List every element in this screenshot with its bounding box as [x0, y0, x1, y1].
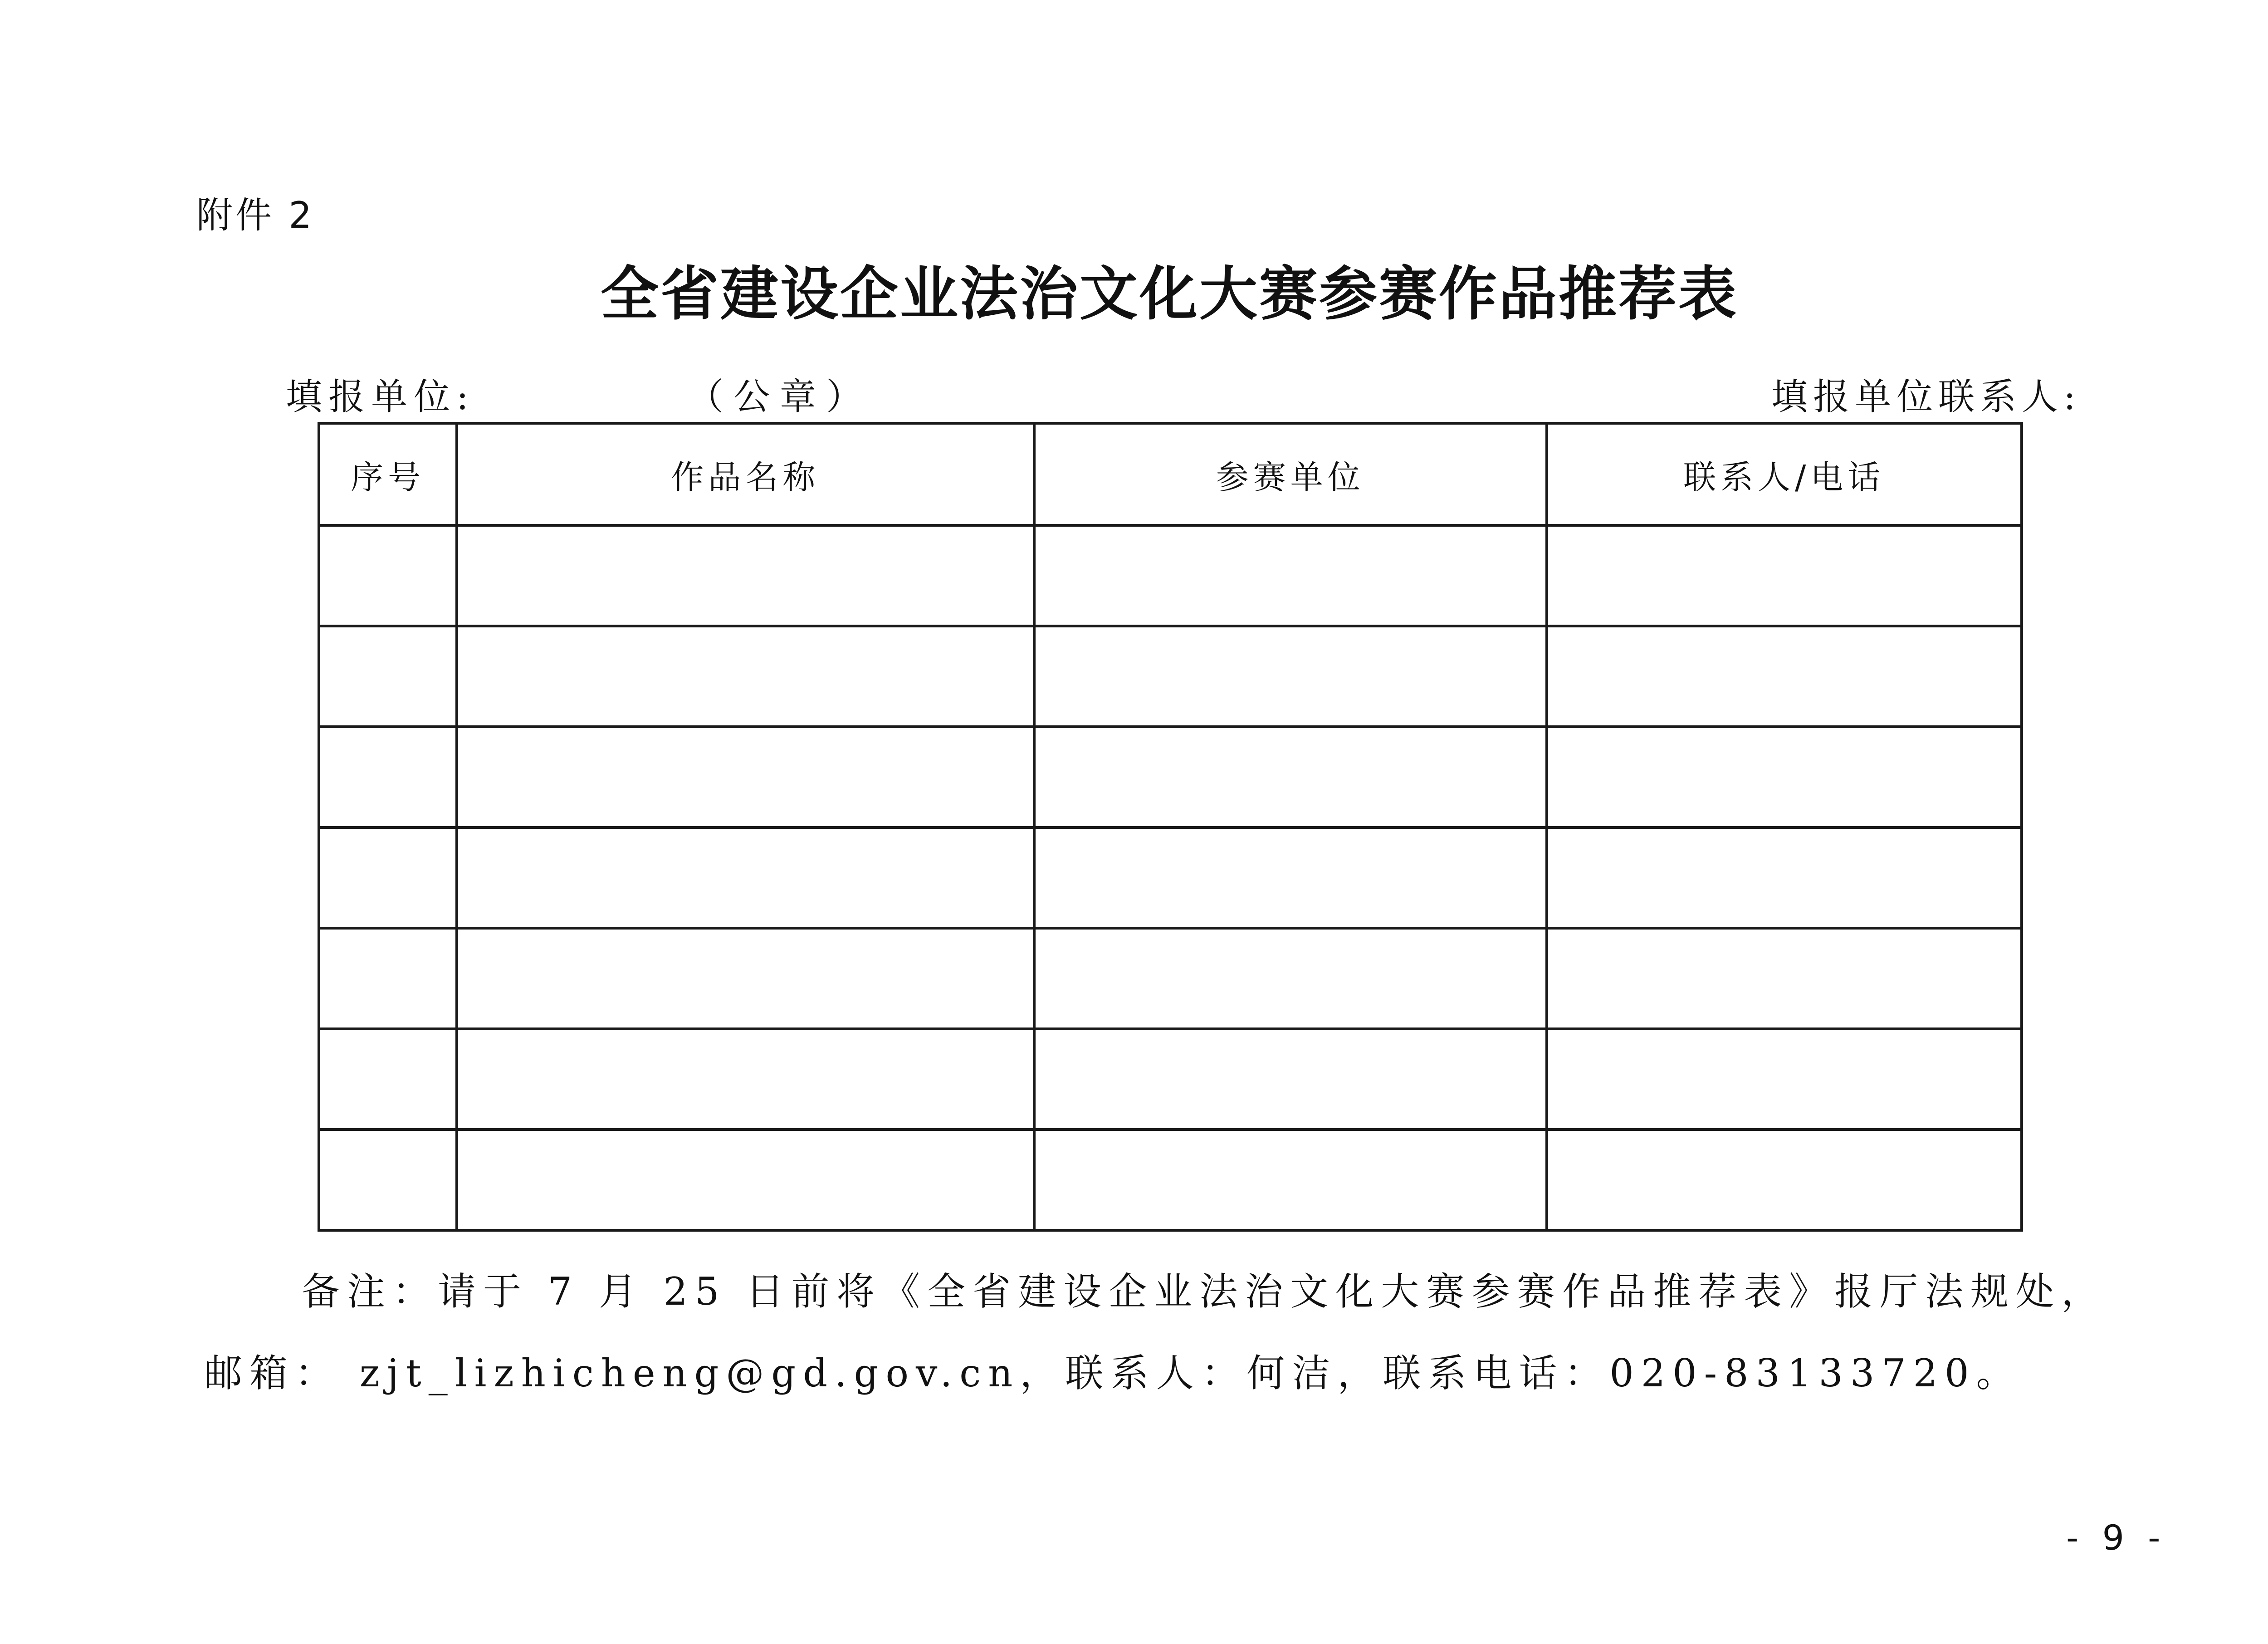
attachment-label: 附件 2: [196, 194, 315, 236]
table-cell[interactable]: [1034, 1029, 1547, 1130]
page-number: - 9 -: [2066, 1517, 2167, 1558]
table-row: [319, 827, 2022, 928]
column-header-contact-phone: 联系人/电话: [1547, 423, 2022, 525]
table-cell[interactable]: [319, 727, 457, 827]
table-row: [319, 1029, 2022, 1130]
fill-contact-label: 填报单位联系人:: [1771, 376, 2081, 418]
table-row: [319, 525, 2022, 626]
table-row: [319, 928, 2022, 1029]
table-cell[interactable]: [1547, 727, 2022, 827]
table-cell[interactable]: [319, 1029, 457, 1130]
table-row: [319, 1130, 2022, 1230]
table-cell[interactable]: [1547, 626, 2022, 727]
fill-unit-label: 填报单位:: [286, 376, 475, 418]
table-cell[interactable]: [319, 928, 457, 1029]
note-line-1: 备注：请于 7 月 25 日前将《全省建设企业法治文化大赛参赛作品推荐表》报厅法规处，: [302, 1269, 2107, 1314]
column-header-entrant-unit: 参赛单位: [1034, 423, 1547, 525]
table-cell[interactable]: [457, 727, 1034, 827]
recommendation-table-wrapper: [318, 422, 2023, 1232]
table-cell[interactable]: [457, 928, 1034, 1029]
table-cell[interactable]: [457, 1130, 1034, 1230]
table-cell[interactable]: [1547, 928, 2022, 1029]
table-cell[interactable]: [1034, 525, 1547, 626]
table-row: [319, 727, 2022, 827]
recommendation-table: [318, 422, 2023, 1232]
table-cell[interactable]: [319, 626, 457, 727]
table-cell[interactable]: [319, 827, 457, 928]
column-header-index: 序号: [319, 423, 457, 525]
table-cell[interactable]: [1034, 727, 1547, 827]
table-cell[interactable]: [457, 827, 1034, 928]
table-cell[interactable]: [1034, 1130, 1547, 1230]
seal-label: （公章）: [687, 376, 872, 418]
table-cell[interactable]: [1547, 1029, 2022, 1130]
column-header-work-name: 作品名称: [457, 423, 1034, 525]
note-line-2: 邮箱： zjt_lizhicheng@gd.gov.cn，联系人：何洁，联系电话：020-83133720。: [204, 1351, 2022, 1395]
table-cell[interactable]: [1034, 827, 1547, 928]
table-cell[interactable]: [457, 525, 1034, 626]
table-cell[interactable]: [1547, 1130, 2022, 1230]
table-cell[interactable]: [319, 525, 457, 626]
table-row: [319, 626, 2022, 727]
table-cell[interactable]: [1034, 626, 1547, 727]
table-header-row: [319, 423, 2022, 525]
table-cell[interactable]: [457, 1029, 1034, 1130]
table-cell[interactable]: [1034, 928, 1547, 1029]
table-cell[interactable]: [1547, 827, 2022, 928]
table-cell[interactable]: [1547, 525, 2022, 626]
document-title: 全省建设企业法治文化大赛参赛作品推荐表: [600, 260, 1738, 328]
table-cell[interactable]: [319, 1130, 457, 1230]
table-cell[interactable]: [457, 626, 1034, 727]
